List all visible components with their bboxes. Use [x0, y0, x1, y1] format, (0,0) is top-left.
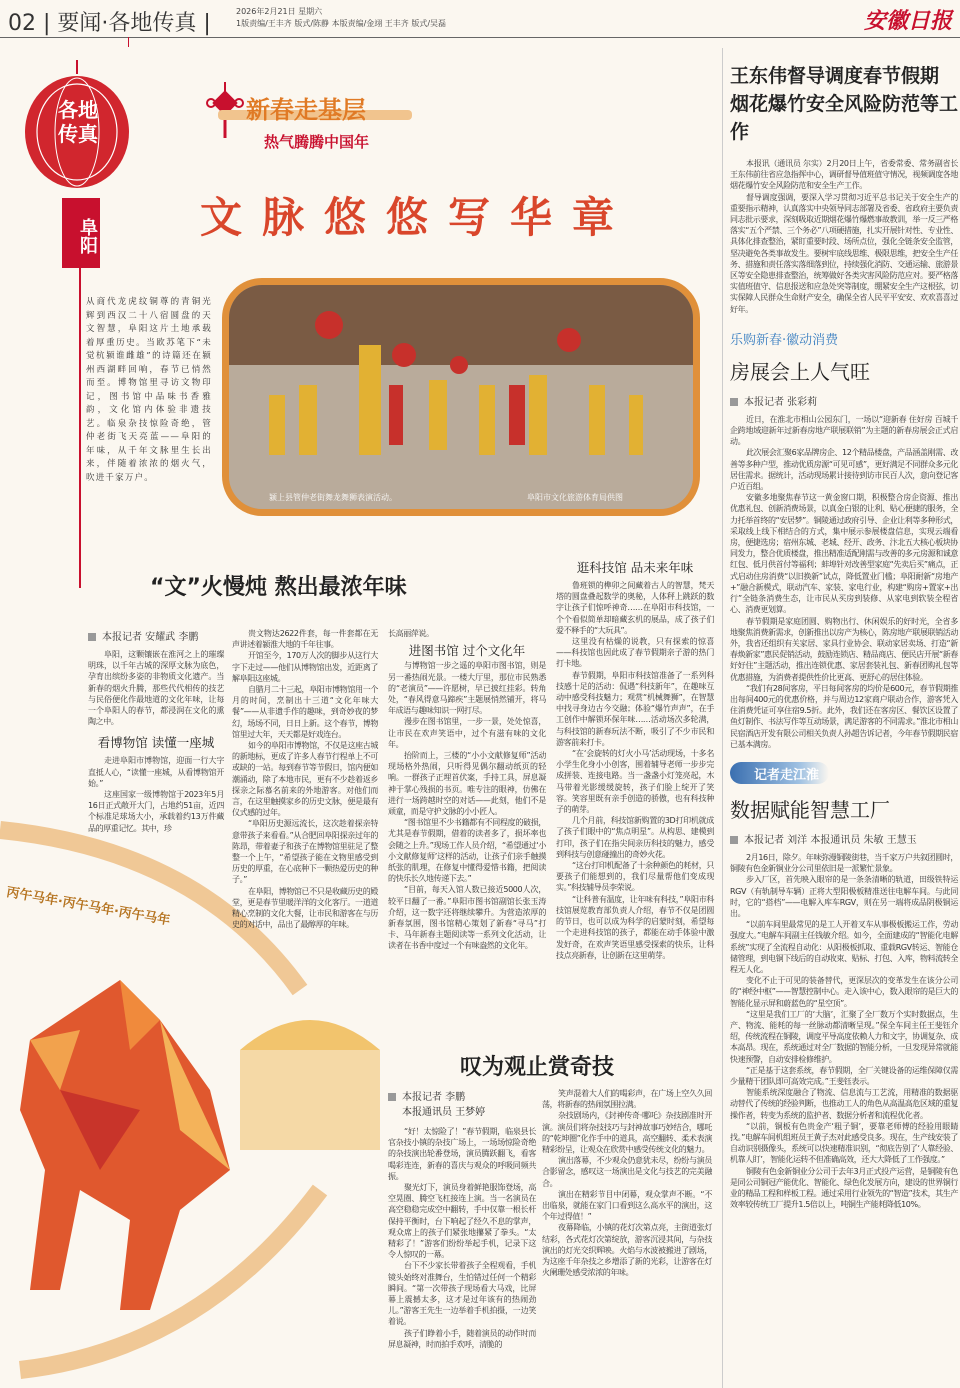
paragraph: 本报讯（通讯员 尔实）2月20日上午，省委常委、常务副省长王东伟前往省应急指挥中心，调研督导值班值守情况，视频调度各地烟花爆竹安全风险防范和安全生产工作。: [730, 159, 958, 191]
paragraph: “这台打印机配备了十余种颜色的耗材，只要孩子们能想到的，我们尽量帮他们变成现实。”科技辅导员李荣说。: [556, 861, 714, 893]
paragraph: 在阜阳，博物馆已不只是收藏历史的殿堂，更是春节里暖洋洋的文化客厅。一道道精心烹制的文化大餐，让市民和游客在与历史的对话中，品出了最醇厚的年味。: [232, 886, 378, 930]
paragraph: 智能系统深度融合了物流、信息流与工艺流，用精准的数据驱动替代了传统的经验判断，也推动工人的角色从高温高危区域的重复操作者，转变为系统的监护者、数据分析者和流程优化者。: [730, 1088, 958, 1120]
newspaper-logo: 安徽日报: [863, 8, 952, 34]
main-article-col4: [556, 552, 714, 961]
paragraph: 开馆至今，170万人次的脚步从这行大字下走过——他们从博物馆出发，近距离了解阜阳这座城。: [232, 651, 378, 683]
paragraph: 这座国家一级博物馆于2023年5月16日正式敞开大门，占地约51亩，近四个标准足球场大小，承载着约13万件藏品的厚重记忆。其中，珍: [88, 790, 224, 833]
right-article-3-byline: 本报记者 刘洋 本报通讯员 朱敏 王慧玉: [730, 831, 958, 846]
paragraph: 自腊月二十三起，阜阳市博物馆用一个月的时间，烹制出十三道“文化年味大餐”——从非遗手作的趣味，到奇妙夜的梦幻，场场不同，日日上新。这个春节，博物馆里过大年，天天都是好戏连台。: [232, 685, 378, 739]
feature-title: 文脉悠悠写华章: [200, 193, 635, 242]
section-name: 要闻·各地传真: [57, 11, 197, 36]
photo-caption: 颍上县管仲老街舞龙舞狮表演活动。: [269, 493, 397, 502]
city-tab: 阜阳: [62, 198, 100, 268]
badge-rule: [79, 268, 81, 588]
paragraph: “在‘会旋转的灯火小马’活动现场，十多名小学生化身小小创客，围着辅导老师一步步完成拼装、连接电路。当一盏盏小灯笼亮起，木马带着光影缓缓旋转，孩子们脸上绽开了笑容。笑容里既有亲手创造的骄傲，也有科技种子的萌芽。: [556, 749, 714, 815]
section-label-consumption: 乐购新春·徽动消费: [730, 332, 839, 348]
second-byline-1: 本报记者 李鹏: [388, 1088, 536, 1103]
paragraph: 聚光灯下，演员身着鲜艳服饰登场，高空晃圈、腾空飞杠接连上演。当一名演员在高空稳稳完成空中翻转，手中仅靠一根长杆保持平衡时，台下响起了经久不息的掌声，观众席上的孩子们紧张地攥紧了拳头。“太精彩了！”游客们纷纷举起手机，记录下这令人惊叹的一幕。: [388, 1183, 536, 1260]
paragraph: 如今的阜阳市博物馆，不仅是这座古城的新地标，更成了许多人春节行程单上不可或缺的一站。每到春节等节假日，馆内便如潮涌动，除了本地市民，更有不少趁着返乡探亲之际慕名前来的外地游客。对他们而言，在这里触摸家乡的历史文脉，便是最有仪式感的过年。: [232, 741, 378, 818]
paragraph: “正是基于这套系统，春节假期，全厂关键设备的运维保障仅需少量精干团队即可高效完成。”王斐钰表示。: [730, 1065, 958, 1086]
feature-photo-frame: [222, 278, 700, 516]
paragraph: 台下不少家长带着孩子全程观看，手机镜头始终对准舞台，生怕错过任何一个精彩瞬间。“第一次带孩子现场看大马戏，比屏幕上震撼太多，这才是过年该有的热闹劲儿。”游客王先生一边举着手机拍摄，一边笑着说。: [388, 1261, 536, 1327]
paragraph: “让科普有温度，让年味有科技，”阜阳市科技馆展览教育部负责人介绍，春节不仅是团圆的节日，也可以成为科学的启蒙时刻，希望每一个走进科技馆的孩子，都能在动手体验中激发好奇，在欢声笑语里感受探索的快乐，让科技点亮新春，让创新在这里萌芽。: [556, 894, 714, 960]
right-headline-line1: 王东伟督导调度春节假期: [730, 65, 940, 87]
paragraph: 长高丽萍说。: [388, 629, 434, 638]
paragraph: “好！太惊险了！”春节假期，临泉县长官杂技小镇的杂技广场上，一场场惊险奇绝的杂技演出轮番登场，演员腾跃翻飞，看客喝彩连连，新春的喜庆与观众的呼吸同频共振。: [388, 1127, 536, 1181]
second-article-col1: [388, 1088, 536, 1350]
main-article-col3: [388, 628, 546, 952]
issue-info: [236, 6, 446, 30]
right-article-3: [730, 794, 958, 1211]
column-logo-text: 记者走江淮: [754, 767, 820, 783]
paragraph: 安徽多地聚焦春节这一黄金窗口期，积极整合房企资源、推出优惠礼包、创新消费场景，以真金白银的让利、贴心便捷的服务，全力托举首终的“安居梦”。铜陵通过政府引导、企业让利等多种形式，采取线上线下相结合的方式，集中展示参展楼盘信息，实现云端看房，便捷选房；宿州东城、老城、经开、政务、汴北五大核心板块协同发力，整合优质楼盘，推出精准适配刚需与改善的多元房源和诚意红包、低月供首付等福利；蚌埠针对改善型家庭“先卖后买”痛点，正式启动住房消费“以旧换新”试点，降低置业门槛；阜阳耐新“房地产+”融合新模式，联动汽车、家装、家电行业，构建“购房+置家+出行”全链条消费生态，让市民从买房到装修、从家电到软装全程省心、消费更划算。: [730, 493, 958, 615]
right-column: [730, 62, 958, 1210]
column-logo-reporter: [730, 762, 829, 784]
paragraph: 春节假期，阜阳市科技馆准备了一系列科技感十足的活动：侃遇“科技新年”，在趣味互动中感受科技魅力；观赏“机械舞狮”，在智慧中找寻身边古今交融；体验“爆竹声声”，在手工创作中解锁环保年味……活动场次多轮满，与科技馆的新春玩法不断，吸引了不少市民和游客前来打卡。: [556, 670, 714, 747]
main-article-col2: [232, 628, 378, 930]
paragraph: 漫步在图书馆里，一步一景，处处惊喜，让市民在欢声笑语中，过个有滋有味的文化年。: [388, 717, 546, 749]
paragraph: 变化不止于可见的装备替代，更深层次的变革发生在该分公司的“神经中枢”——智慧控制中心。走入该中心，数入眼帘的是巨大的智能化显示屏和蔚蓝色的“星空顶”。: [730, 976, 958, 1008]
col4-body: [556, 580, 714, 961]
paragraph: 近日，在淮北市相山公园东门，一场以“迎新春 住好房 百城千企跨地域迎新年过新春房地产联展联销”为主题的新春房展会正式启动。: [730, 414, 958, 447]
paragraph: 抬阶而上，三楼的“小小文献修复师”活动现场格外热闹，只听得见偶尔翻动纸页的轻响。一群孩子正埋首伏案，手持工具，屏息凝神于掌心残损的书页。唯专注的眼神，仿佛在进行一场跨越时空的对话——此刻，他们不是顽童，而是守护文脉的小小匠人。: [388, 751, 546, 817]
second-byline-2: 本报通讯员 王梦婷: [402, 1107, 486, 1118]
paragraph: 演出在精彩节目中闭幕，观众掌声不断。“不出临泉，就能在家门口看到这么高水平的演出，这个年过得值！”: [542, 1189, 712, 1222]
page-section-header: 02 | 要闻·各地传真 |: [8, 11, 211, 36]
header-divider: [0, 37, 960, 38]
lion-dance-photo: [229, 285, 693, 509]
paragraph: 阜阳，这颗镶嵌在淮河之上的璀璨明珠，以千年古城的深厚文脉为底色，孕育出缤纷多姿的非物质文化遗产。当新春的烟火升腾，那些代代相传的技艺与民俗便化作最地道的文化年味，让每一个阜阳人的春节，都浸润在文化的熏陶之中。: [88, 650, 224, 727]
right-article-2-body: [730, 414, 958, 750]
paragraph: 督导调度强调，要深入学习贯彻习近平总书记关于安全生产的重要指示精神，认真落实中央领导同志部署及省委、省政府主要负责同志批示要求，深刻吸取近期烟花爆竹爆燃事故教训，举一反三严格落实“五个严禁、三个务必”八项硬措施，扎实开展针对性、专业性、具体化排查整治，紧盯重要时段、场所点位，强化全链条安全监管，坚决避免各类事故发生。要树牢底线思维、极限思维，把安全生产任务、措施和责任落实落细落到位，持续强化消防、交通运输、旅游景区等安全隐患排查整治，统筹做好各类灾害风险防范应对。要严格落实值班值守、信息报送和应急处突等制度，绷紧安全生产这根弦，切实保障人民群众生命财产安全，确保全省人民平平安安、欢欢喜喜过好年。: [730, 192, 958, 314]
right-article-2: [730, 356, 958, 750]
second-article-col2: [542, 1088, 712, 1278]
subhead-museum: 看博物馆 读懂一座城: [97, 735, 215, 751]
col1b-body: [88, 755, 224, 833]
paragraph: “目前，每天入馆人数已接近5000人次，较平日翻了一番。”阜阳市图书馆副馆长张玉涛介绍，这一数字还将继续攀升。为营造浓厚的新春氛围，图书馆精心策划了新春“寻马”打卡、马年新春主题阅读等一系列文化活动，让读者在书香中度过一个有味盎然的文化年。: [388, 885, 546, 951]
paragraph: 几个月前，科技馆新购置的3D打印机就成了孩子们眼中的“焦点明星”。从构思、建模到打印，孩子们在指尖间亲历科技的魅力，感受到科技与创意碰撞出的奇妙火花。: [556, 816, 714, 859]
editors-line: 1版责编/王丰齐 版式/陈静 本版责编/金翊 王丰齐 版式/吴磊: [236, 19, 447, 28]
section-badge: [22, 60, 132, 190]
right-article-2-byline: 本报记者 张彩莉: [730, 393, 958, 408]
main-article-col1: [88, 628, 224, 834]
paragraph: 孩子们睁着小手，随着演员的动作时而屏息凝神，时而拍手欢呼，清脆的: [388, 1328, 536, 1349]
page-number: 02: [8, 11, 36, 36]
col1-body: [88, 649, 224, 727]
paragraph: 贵文物达2622件套，每一件套都在无声讲述着颍淮大地的千年往事。: [232, 629, 378, 650]
header-tick: [128, 37, 129, 47]
paragraph: “我们有28间客房，平日每间客房的均价是600元，春节假期推出每间400元的优惠价格，并与周边12家商户联动合作，游客凭入住消费凭证可享住宿9.5折。此外，我们还在客房区、餐饮区设置了鱼灯制作、书法写作等互动场景，满足游客的不同需求。”淮北市相山民宿酒店开发有限公司相关负责人孙超告诉记者，今年春节假期民宿已基本满房。: [730, 683, 958, 749]
horse-year-banner: 丙午马年·丙午马年·丙午马年: [5, 884, 172, 929]
paragraph: “以前车间里最常见的是工人开着叉车从事极板搬运工作，劳动强度大。”电解车间副主任钱敏介绍。如今，全面建成的“智能化电解系统”实现了全流程自动化：从阳极板抓取、重载RGV转运、智能仓储管理，到电铜下线后的自动收束、贴标、打包、入库，物料流转全程无人化。: [730, 920, 958, 974]
paragraph: 铜陵有色金新铜业分公司于去年3月正式投产运营，是铜陵有色是同公司铜冠产能优化、智能化、绿色化发展方向，建设的世界铜行业的精品工程和样板工程。通过采用行业领先的“智造”技术，其生产效率较传统工厂提升1.5倍以上，吨铜生产能耗降低10%。: [730, 1166, 958, 1210]
column-title: 新春走基层: [246, 96, 366, 124]
paragraph: 步入厂区，首先映入眼帘的是一条条清晰的轨道，田级铁特运 RGV（有轨制导车辆）正将大型阳极板精准送往电解车间。与此同时，它的“搭档”——电解入库车RGV，则在另一端将成品阴极铜运出。: [730, 875, 958, 918]
column-divider: [722, 48, 723, 1388]
paragraph: “阜阳历史源远流长，这次趁着探亲特意带孩子来看看。”从合肥回阜阳探亲过年的陈昂，带着妻子和孩子在博物馆里驻足了整整一个上午，“希望孩子能在文物里感受到历史的厚重，在心底种下一颗热爱历史的种子。”: [232, 819, 378, 885]
main-byline: 本报记者 安耀武 李鹏: [88, 628, 224, 643]
paragraph: 2月16日，除夕。年味弥漫铜陵街巷，当千家万户共叙团圆时，铜陵有色金新铜业分公司里依旧是一派繁忙景象。: [730, 852, 958, 874]
right-article-3-body: [730, 852, 958, 1211]
paragraph: 演出落幕，不少观众仍意犹未尽，纷纷与演员合影留念，感叹这一场演出是文化与技艺的完美融合。: [542, 1156, 712, 1188]
right-article-1-body: [730, 158, 958, 315]
paragraph: “这里是我们工厂的‘大脑’，汇聚了全厂数万个实时数据点，生产、物流、能耗的每一丝脉动都清晰呈现。”保全车间主任王斐钰介绍，传统流程在铜陵，调度平导高度依赖人力和文字，协调复杂、成本高昂。现在，系统通过对全厂数据的智能分析，一旦发现异常就能快速预警，自动安排检修维护。: [730, 1009, 958, 1064]
issue-date: 2026年2月21日 星期六: [236, 7, 323, 16]
paragraph: 春节假期是家庭团圆、购物出行、休闲娱乐的好时光，全省多地聚焦消费新需求，创新推出以房产为核心，陈房地产联展联销活动外，我省还组织有关家居、家具行业协会、联动家居卖场、打造“新春焕新家”惠民促销活动，鼓励连锁店、精品商店、便民店开展“新春好好住”主题活动，推出连锁优惠、家居套装礼包、新春团购礼包等优惠措施，为消费者提供性价比更高、更舒心的居住体验。: [730, 616, 958, 682]
column-tagline: 热气腾腾中国年: [264, 133, 370, 151]
paragraph: 此次展会汇聚6家品牌房企、12个精品楼盘，产品涵盖刚需、改善等多种户型，推动优质房源“可见可感”，更好满足不同群众多元化居住需求。据统计，活动现场累计接待到访市民百人次，意向登记客户近百组。: [730, 448, 958, 492]
paragraph: 与博物馆一步之遥的阜阳市图书馆，则是另一番热闹光景。一楼大厅里，那位市民熟悉的“老演员”——许愿树，早已披红挂彩。转角处，“春风得意马蹄疾”主题展悄然铺开，将马年成语与趣味知识一网打尽。: [388, 661, 546, 716]
right-headline-line2: 烟花爆竹安全风险防范等工作: [730, 93, 959, 143]
paragraph: 杂技剧场内，《封神传奇·哪吒》杂技剧准时开演。演员们将杂技技巧与封神故事巧妙结合，哪吒的“乾坤圈”化作手中的道具，高空翻转、柔术表演精彩纷呈，让观众在欣赏中感受传统文化的魅力。: [542, 1111, 712, 1155]
right-article-1: [730, 62, 958, 315]
paragraph: 走进阜阳市博物馆，迎面一行大字直抵人心，“读懂一座城，从看博物馆开始。”: [88, 756, 224, 788]
paragraph: 笑声混着大人们的喝彩声，在广场上空久久回荡，将新春的热闹氛围拉满。: [542, 1089, 712, 1110]
paragraph: 从商代龙虎纹铜尊的青铜光辉到西汉二十八宿圆盘的天文智慧，阜阳这片土地承载着厚重历史。当欧苏笔下“未觉杭颍谁雌雄”的诗篇还在颍州西湖畔回响，春节已悄然而至。博物馆里寻访文物印记，图书馆中品味书香雅韵，文化馆内体验非遗技艺。临泉杂技惊险奇绝，管仲老街飞天亮蓝——阜阳的年味，从千年文脉里生长出来，伴随着浓浓的烟火气，吹进千家万户。: [86, 297, 212, 483]
paragraph: 鲁班锁的榫卯之间藏着古人的智慧，梵天塔的圆盘叠起数学的奥秘，人体秤上跳跃的数字让孩子们惊呼神奇……在阜阳市科技馆，一个个看似简单却暗藏玄机的展品，成了孩子们爱不释手的“大玩具”。: [556, 581, 714, 635]
paragraph: 夜幕降临，小镇的花灯次第点亮，主街道张灯结彩，各式花灯次第绽放，游客沉浸其间，与杂技演出的灯光交织辉映。火焰与水波被搬进了剧场，为这座千年杂技之乡增添了新的光彩，让游客在灯火阑珊处感受浓浓的年味。: [542, 1223, 712, 1278]
main-article-title: “文”火慢炖 熬出最浓年味: [150, 575, 407, 600]
second-col1-body: [388, 1126, 536, 1350]
paragraph: “图书馆里不少书籍都有不同程度的破损，尤其是春节假期，借着的读者多了，损坏率也会随之上升。”现场工作人员介绍，“希望通过‘小小文献修复师’这样的活动，让孩子们亲手触摸纸张的肌理，在修复中懂得爱惜书籍，把阅读的快乐长久地传递下去。”: [388, 818, 546, 884]
paragraph: 这里没有枯燥的说教，只有探索的惊喜——科技馆也因此成了春节假期亲子游的热门打卡地。: [556, 637, 714, 669]
right-article-3-title: 数据赋能智慧工厂: [730, 797, 890, 822]
feature-intro: [86, 296, 212, 485]
paragraph: “以前，铜板有色贵金产‘粗子铜’，要靠老师傅的经验用眼睛找。”电解车间机组班员王黄子杰对此感受良多。现在，生产线安装了自动识别摄像头，系统可以快速精准识别，“彻底告别了‘人靠经验、机靠人盯’，智能化运转不但准确高效，还大大降低了工作强度。”: [730, 1121, 958, 1165]
subhead-library: 进图书馆 过个文化年: [408, 643, 526, 659]
second-article-title: 叹为观止赏奇技: [460, 1055, 615, 1080]
right-article-2-title: 房展会上人气旺: [730, 359, 870, 384]
subhead-science: 逛科技馆 品未来年味: [576, 560, 694, 575]
col3-body: [388, 628, 546, 952]
photo-credit: 阜阳市文化旅游体育局供图: [527, 493, 623, 502]
badge-title: 各地传真: [58, 98, 98, 146]
